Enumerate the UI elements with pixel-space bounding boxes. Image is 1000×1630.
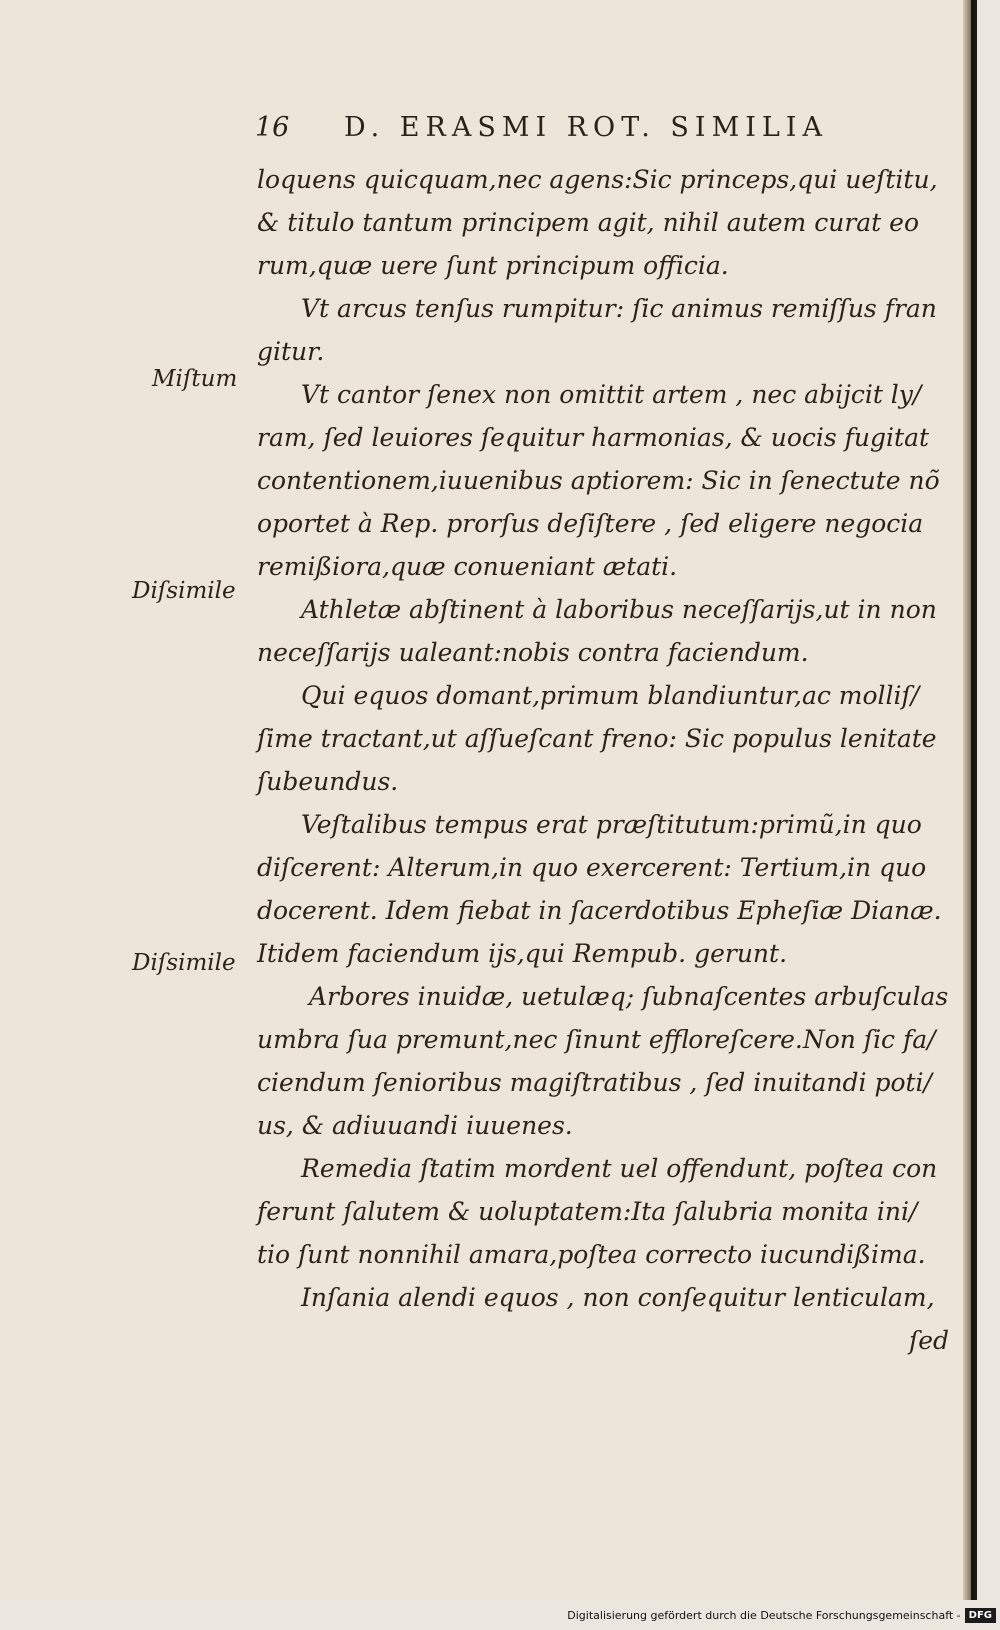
book-edge <box>971 0 975 1600</box>
text-line: remißiora,quæ conueniant ætati. <box>257 552 678 581</box>
text-line: contentionem,iuuenibus aptiorem: Sic in ſenectute nõ <box>257 466 940 495</box>
text-line: gitur. <box>257 337 325 366</box>
text-block <box>257 158 955 1362</box>
text-line: tio ſunt nonnihil amara,poſtea correcto iucundißima. <box>257 1240 926 1269</box>
text-line: us, & adiuuandi iuuenes. <box>257 1111 573 1140</box>
text-line: oportet à Rep. prorſus deſiſtere , ſed eligere negocia <box>257 509 924 538</box>
text-line: Itidem faciendum ijs,qui Rempub. gerunt. <box>257 939 788 968</box>
text-line: docerent. Idem fiebat in ſacerdotibus Epheſiæ Dianæ. <box>257 896 942 925</box>
margin-note-dissimile: Diſsimile <box>132 950 236 976</box>
text-line: ferunt ſalutem & uoluptatem:Ita ſalubria monita ini/ <box>257 1197 918 1226</box>
text-line: Inſania alendi equos , non conſequitur lenticulam, <box>301 1283 935 1312</box>
text-line: umbra ſua premunt,nec ſinunt efflorеſcere.Non ſic fa/ <box>257 1025 936 1054</box>
text-line: Arbores inuidæ, uetulæq; ſubnaſcentes arbuſculas <box>309 982 949 1011</box>
text-line: & titulo tantum principem agit, nihil autem curat eo <box>257 208 920 237</box>
text-line: ſime tractant,ut aſſueſcant freno: Sic populus lenitate <box>257 724 937 753</box>
catchword: ſed <box>908 1326 949 1355</box>
page-number: 16 <box>255 112 290 143</box>
text-line: Vt arcus tenſus rumpitur: ſic animus remiſſus fran <box>301 294 937 323</box>
text-line: ram, ſed leuiores ſequitur harmonias, & uocis fugitat <box>257 423 930 452</box>
margin-note-dissimile: Diſsimile <box>132 578 236 604</box>
running-header <box>255 112 828 143</box>
running-title: D. ERASMI ROT. SIMILIA <box>343 112 828 143</box>
text-line: loquens quicquam,nec agens:Sic princeps,qui ueſtitu, <box>257 165 938 194</box>
text-line: Vt cantor ſenex non omittit artem , nec abijcit ly/ <box>301 380 922 409</box>
text-line: Veſtalibus tempus erat præſtitutum:primũ,in quo <box>301 810 922 839</box>
text-line: Remedia ſtatim mordent uel offendunt, poſtea con <box>301 1154 938 1183</box>
text-line: ciendum ſenioribus magiſtratibus , ſed inuitandi poti/ <box>257 1068 932 1097</box>
dfg-logo-icon: DFG <box>965 1608 996 1623</box>
text-line: ſubeundus. <box>257 767 399 796</box>
digitization-footer <box>567 1604 996 1626</box>
text-line: neceſſarijs ualeant:nobis contra faciendum. <box>257 638 809 667</box>
footer-text: Digitalisierung gefördert durch die Deutsche Forschungsgemeinschaft - <box>567 1608 961 1622</box>
text-line: diſcerent: Alterum,in quo exercerent: Tertium,in quo <box>257 853 927 882</box>
text-line: Athletæ abſtinent à laboribus neceſſarijs,ut in non <box>301 595 937 624</box>
text-line: rum,quæ uere ſunt principum officia. <box>257 251 729 280</box>
margin-note-mistum: Miſtum <box>152 366 238 392</box>
text-line: Qui equos domant,primum blandiuntur,ac molliſ/ <box>301 681 920 710</box>
